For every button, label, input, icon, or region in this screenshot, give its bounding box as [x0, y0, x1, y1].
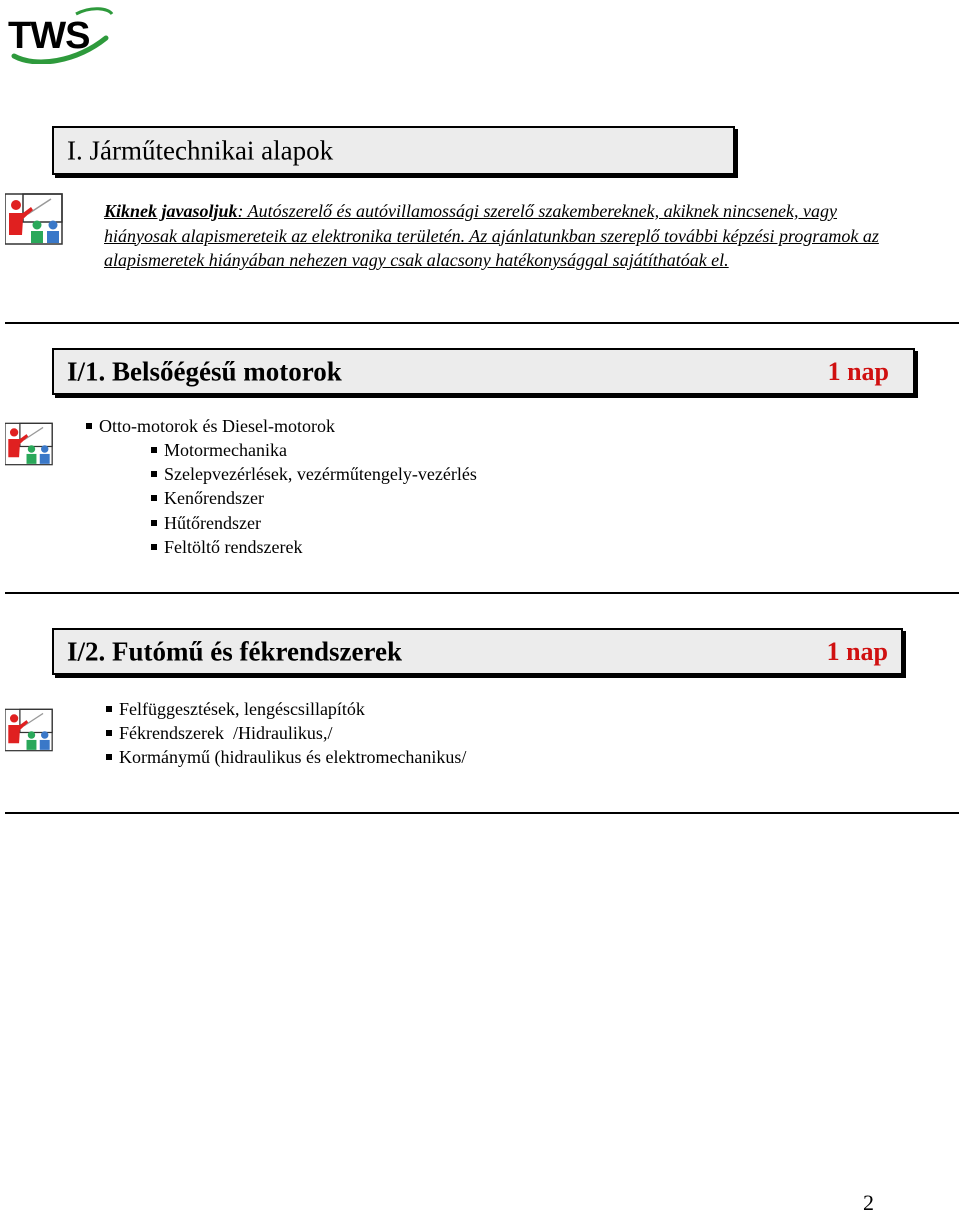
training-presenter-icon	[5, 193, 63, 245]
intro-lead: Kiknek javasoljuk	[104, 201, 238, 221]
course-duration: 1 nap	[827, 356, 889, 386]
intro-paragraph	[104, 199, 904, 273]
training-presenter-icon	[5, 422, 53, 466]
divider	[5, 812, 959, 814]
intro-text: : Autószerelő és autóvillamossági szerelő szakembereknek, akiknek nincsenek, vagy hiányosak alapismereteik az elektronika területén. Az ajánlatunkban szereplő további képzési programok az alapismeretek hiányában nehezen vagy csak alacsony hatékonysággal sajátíthatóak el.	[104, 201, 879, 270]
section-title: I. Járműtechnikai alapok	[67, 135, 334, 165]
divider	[5, 322, 959, 324]
list-item: Felfüggesztések, lengéscsillapítók	[106, 697, 466, 721]
tws-logo	[6, 4, 118, 64]
list-item: Szelepvezérlések, vezérműtengely-vezérlés	[151, 462, 477, 486]
divider	[5, 592, 959, 594]
list-item: Hűtőrendszer	[151, 511, 477, 535]
list-item: Kenőrendszer	[151, 486, 477, 510]
list-item: Kormánymű (hidraulikus és elektromechanikus/	[106, 745, 466, 769]
course-topic-list	[106, 697, 466, 770]
list-item: Feltöltő rendszerek	[151, 535, 477, 559]
list-item: Fékrendszerek /Hidraulikus,/	[106, 721, 466, 745]
training-presenter-icon	[5, 708, 53, 752]
course-title: I/1. Belsőégésű motorok	[67, 356, 342, 386]
course-topic-list	[86, 414, 335, 438]
list-item: Otto-motorok és Diesel-motorok	[86, 414, 335, 438]
course-duration: 1 nap	[826, 636, 888, 666]
course-title-box	[52, 348, 915, 395]
page-number: 2	[863, 1190, 874, 1215]
list-item: Motormechanika	[151, 438, 477, 462]
course-subtopic-list	[151, 438, 477, 559]
course-title: I/2. Futómű és fékrendszerek	[67, 636, 402, 666]
course-title-box	[52, 628, 903, 675]
section-title-box	[52, 126, 735, 175]
logo-text: TWS	[8, 15, 90, 57]
